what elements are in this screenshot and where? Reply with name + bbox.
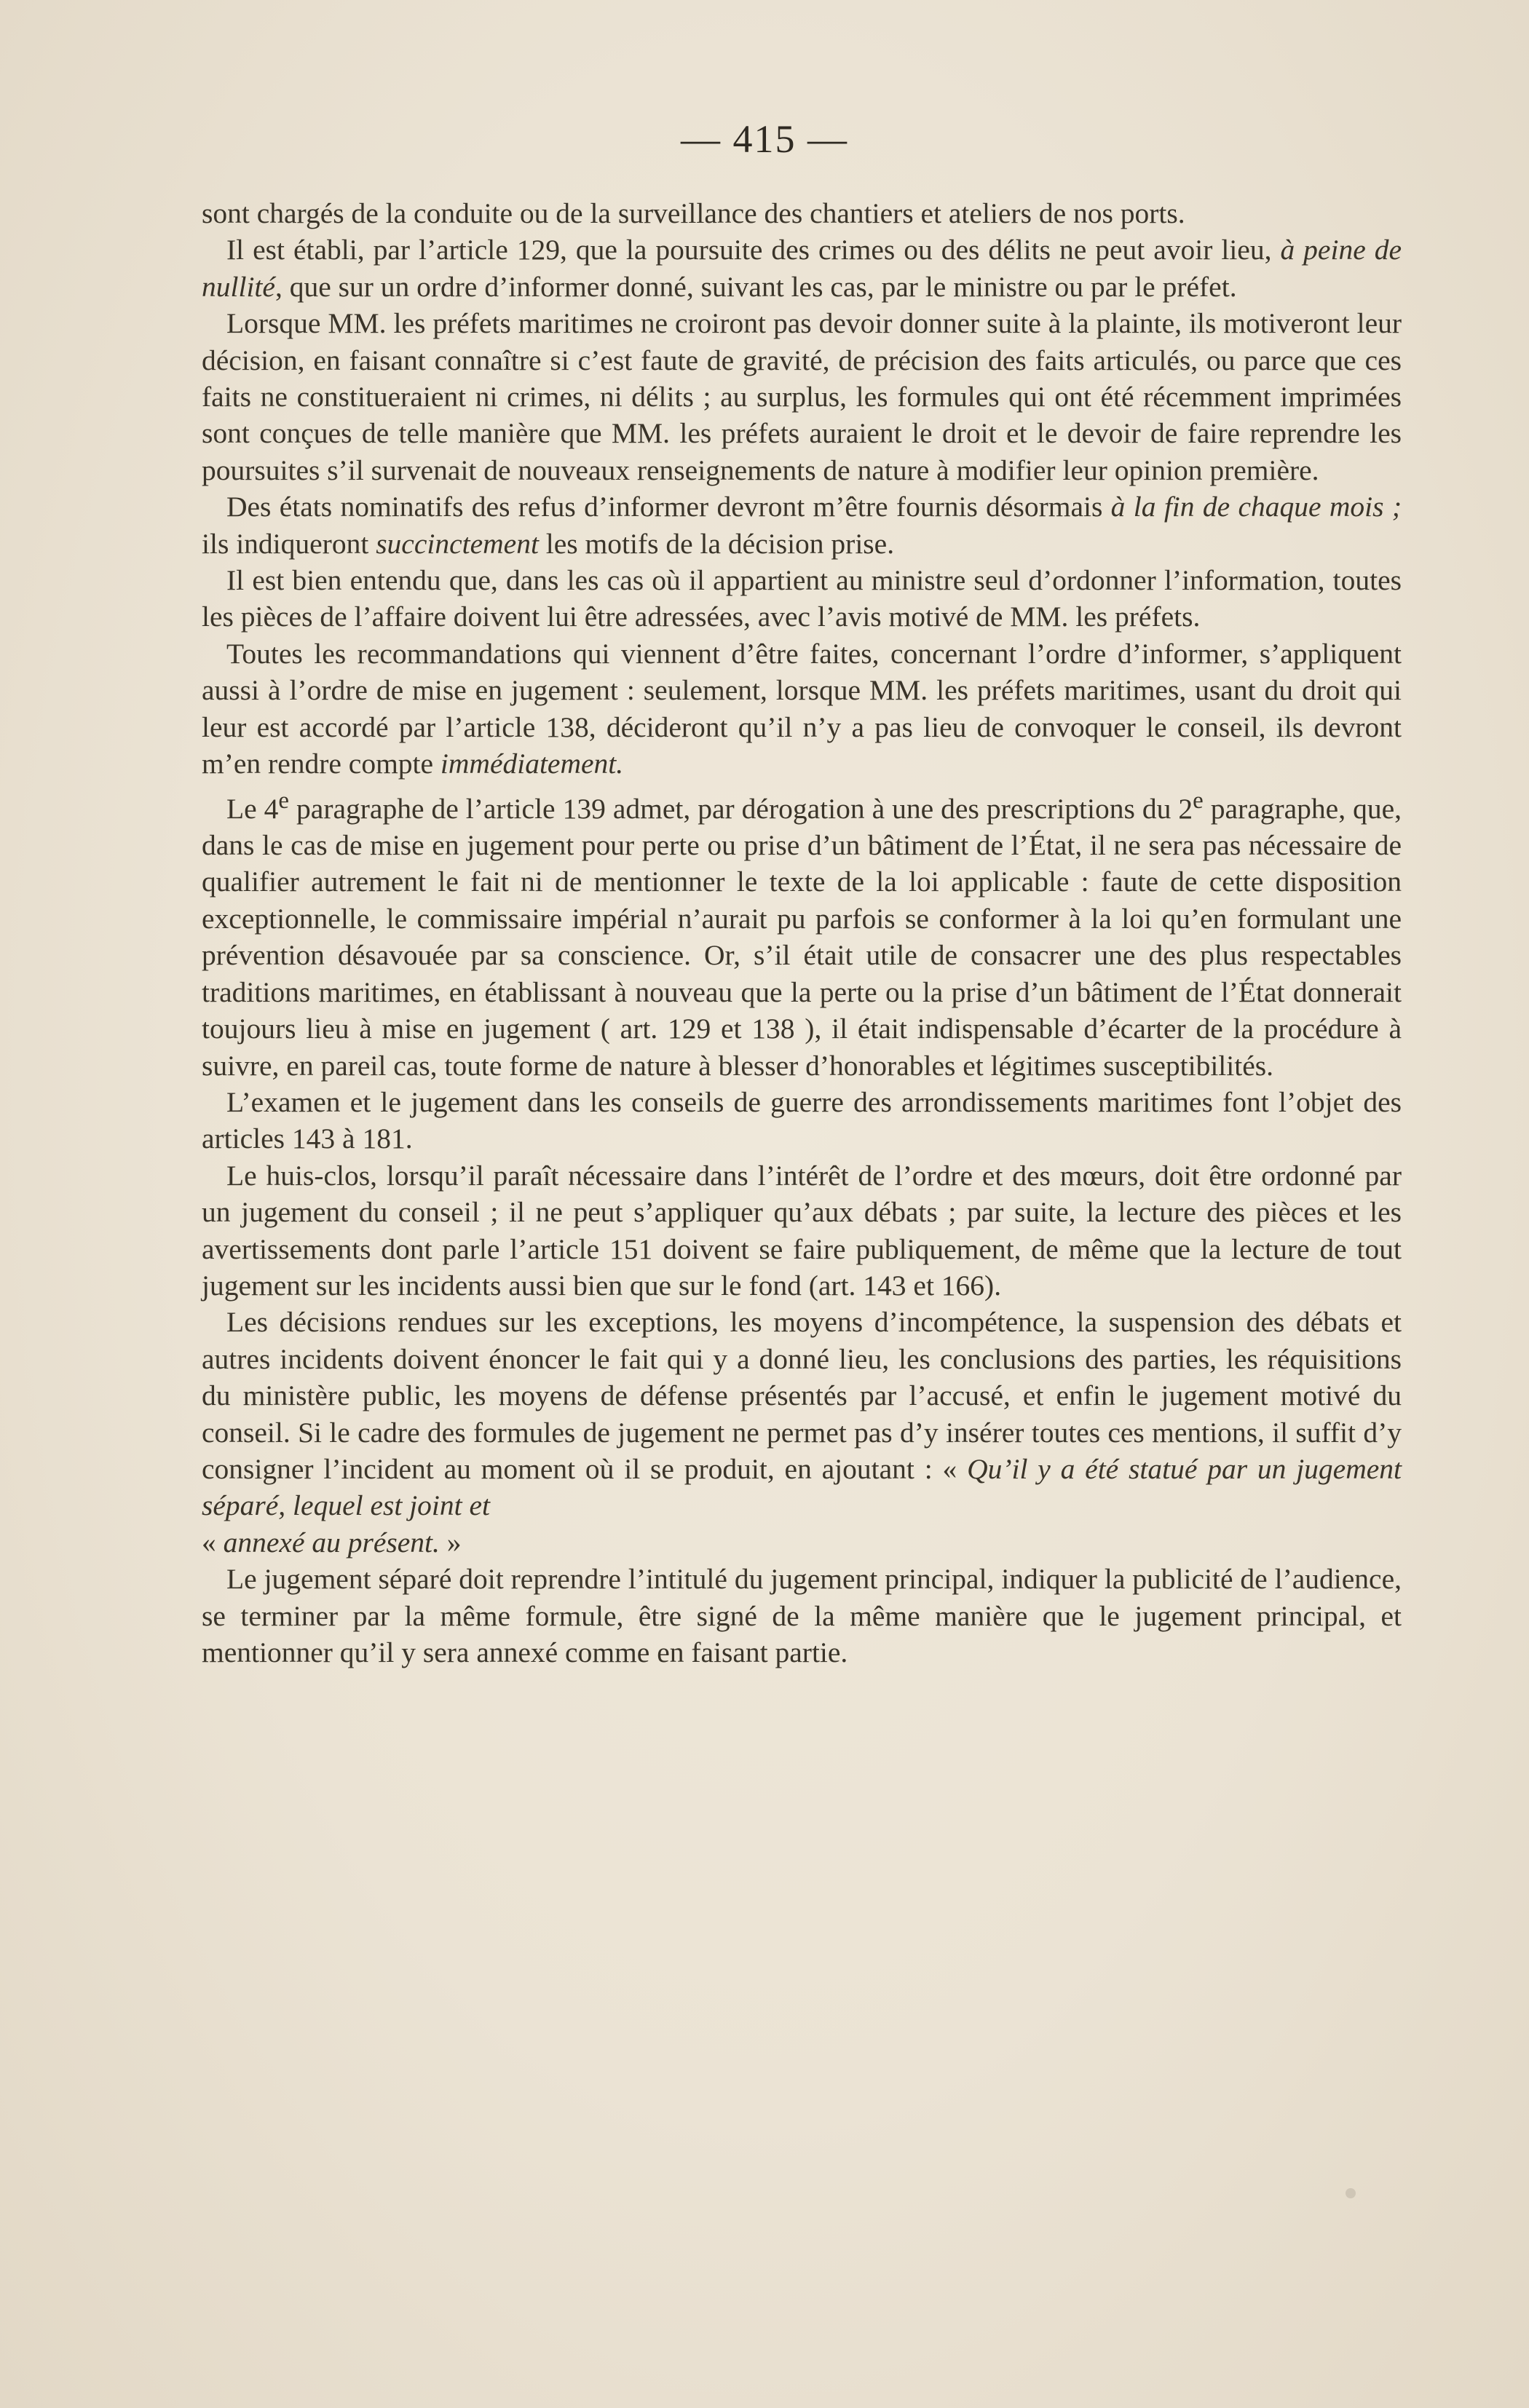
- text-run: Le huis-clos, lorsqu’il paraît nécessaire dans l’intérêt de l’ordre et des mœurs, doit être ordonné par un jugement du conseil ; il ne peut s’appliquer qu’aux débats ; par suite, la lecture des pièces et les avertissements dont parle l’article 151 doivent se faire publiquement, de même que la lecture de tout jugement sur les incidents aussi bien que sur le fond (art. 143 et 166).: [202, 1159, 1402, 1302]
- superscript: e: [278, 787, 290, 814]
- text-run: Les décisions rendues sur les exceptions, les moyens d’incompétence, la suspension des débats et autres incidents doivent énoncer le fait qui y a donné lieu, les conclusions des parties, les réquisitions du ministère public, les moyens de défense présentés par l’accusé, et enfin le jugement motivé du conseil. Si le cadre des formules de jugement ne permet pas d’y insérer toutes ces mentions, il suffit d’y consigner l’incident au moment où il se produit, en ajoutant : «: [202, 1306, 1402, 1485]
- text-run: Il est bien entendu que, dans les cas où il appartient au ministre seul d’ordonner l’information, toutes les pièces de l’affaire doivent lui être adressées, avec l’avis motivé de MM. les préfets.: [202, 564, 1402, 633]
- paragraph-p11: [202, 1561, 1402, 1671]
- paragraph-p5: [202, 562, 1402, 635]
- text-run: , que sur un ordre d’informer donné, suivant les cas, par le ministre ou par le préfet.: [274, 270, 1237, 303]
- text-run: sont chargés de la conduite ou de la surveillance des chantiers et ateliers de nos ports.: [202, 197, 1185, 229]
- italic-text: à la fin de chaque mois ;: [1110, 491, 1402, 523]
- text-run: Le 4: [226, 792, 279, 825]
- text-run: paragraphe de l’article 139 admet, par dérogation à une des prescriptions du 2: [289, 792, 1193, 825]
- superscript: e: [1193, 787, 1204, 814]
- text-run: Lorsque MM. les préfets maritimes ne croiront pas devoir donner suite à la plainte, ils motiveront leur décision, en faisant connaître si c’est faute de gravité, de précision des faits articulés, ou parce que ces faits ne constitueraient ni crimes, ni délits ; au surplus, les formules qui ont été récemment imprimées sont conçues de telle manière que MM. les préfets auraient le droit et le devoir de faire reprendre les poursuites s’il survenait de nouveaux renseignements de nature à modifier leur opinion première.: [202, 307, 1402, 486]
- paragraph-p8: [202, 1084, 1402, 1157]
- text-run: paragraphe, que, dans le cas de mise en jugement pour perte ou prise d’un bâtiment de l’État, il ne sera pas nécessaire de qualifier autrement le fait ni de mentionner le texte de la loi applicable : faute de cette disposition exceptionnelle, le commissaire impérial n’aurait pu parfois se conformer à la loi qu’en formulant une prévention désavouée par sa conscience. Or, s’il était utile de consacrer une des plus respectables traditions maritimes, en établissant à nouveau que la perte ou la prise d’un bâtiment de l’État donnerait toujours lieu à mise en jugement ( art. 129 et 138 ), il était indispensable d’écarter de la procédure à suivre, en pareil cas, toute forme de nature à blesser d’honorables et légitimes susceptibilités.: [202, 792, 1402, 1082]
- text-run: L’examen et le jugement dans les conseils de guerre des arrondissements maritimes font l’objet des articles 143 à 181.: [202, 1085, 1402, 1155]
- paragraph-p9: [202, 1157, 1402, 1304]
- italic-text: immédiatement.: [440, 748, 624, 780]
- paragraph-p3: [202, 305, 1402, 488]
- paragraph-p2: [202, 231, 1402, 305]
- paragraph-p6: [202, 635, 1402, 783]
- page-number: — 415 —: [681, 117, 848, 161]
- paragraph-p7: [202, 783, 1402, 1084]
- text-run: Toutes les recommandations qui viennent d’être faites, concernant l’ordre d’informer, s’appliquent aussi à l’ordre de mise en jugement : seulement, lorsque MM. les préfets maritimes, usant du droit qui leur est accordé par l’article 138, décideront qu’il n’y a pas lieu de convoquer le conseil, ils devront m’en rendre compte: [202, 637, 1402, 780]
- italic-text: à peine de nullité: [202, 234, 1402, 303]
- italic-text: Qu’il y a été statué par un jugement séparé, lequel est joint et: [202, 1452, 1402, 1522]
- paragraph-p10: [202, 1304, 1402, 1561]
- text-run: «: [202, 1526, 224, 1559]
- text-run: Le jugement séparé doit reprendre l’intitulé du jugement principal, indiquer la publicité de l’audience, se terminer par la même formule, être signé de la même manière que le jugement principal, et mentionner qu’il y sera annexé comme en faisant partie.: [202, 1563, 1402, 1668]
- text-run: les motifs de la décision prise.: [538, 527, 895, 560]
- text-run: »: [439, 1526, 462, 1559]
- paragraph-p4: [202, 488, 1402, 562]
- text-run: Il est établi, par l’article 129, que la poursuite des crimes ou des délits ne peut avoir lieu,: [226, 234, 1281, 266]
- italic-text: annexé au présent.: [223, 1526, 440, 1559]
- paragraph-p1: [202, 195, 1402, 231]
- italic-text: succinctement: [376, 527, 539, 560]
- body-text: [202, 195, 1402, 1671]
- paper-speck: [1346, 2188, 1356, 2198]
- text-run: Des états nominatifs des refus d’informer devront m’être fournis désormais: [226, 491, 1111, 523]
- text-run: ils indiqueront: [202, 527, 376, 560]
